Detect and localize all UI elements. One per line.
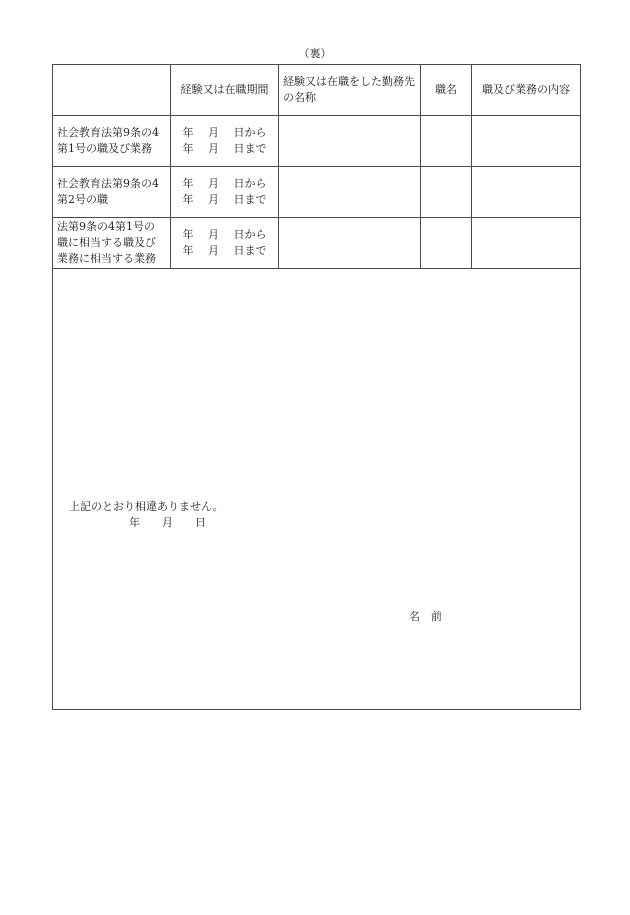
declaration-date[interactable]: 年 月 日 <box>129 516 206 529</box>
row-label-line: 第2号の職 <box>57 193 108 206</box>
declaration-name-label[interactable]: 名 前 <box>409 610 442 623</box>
header-position: 職名 <box>421 65 472 116</box>
employer-cell[interactable] <box>279 218 421 269</box>
position-cell[interactable] <box>421 167 472 218</box>
period-to: 年 月 日まで <box>182 193 267 206</box>
experience-table <box>52 64 581 710</box>
period-cell[interactable] <box>171 167 279 218</box>
period-from: 年 月 日から <box>182 126 267 139</box>
header-category <box>53 65 171 116</box>
period-to: 年 月 日まで <box>182 142 267 155</box>
row-label-line: 社会教育法第9条の4 <box>57 177 159 190</box>
period-cell[interactable] <box>171 116 279 167</box>
period-to: 年 月 日まで <box>182 244 267 257</box>
period-cell[interactable] <box>171 218 279 269</box>
position-cell[interactable] <box>421 218 472 269</box>
table-row <box>53 167 581 218</box>
table-row <box>53 218 581 269</box>
header-period: 経験又は在職期間 <box>171 65 279 116</box>
row-label <box>53 167 171 218</box>
row-label-line: 法第9条の4第1号の <box>57 220 155 233</box>
header-row <box>53 65 581 116</box>
header-employer: 経験又は在職をした勤務先の名称 <box>279 65 421 116</box>
declaration-row <box>53 269 581 710</box>
position-cell[interactable] <box>421 116 472 167</box>
duties-cell[interactable] <box>472 116 581 167</box>
declaration-statement: 上記のとおり相違ありません。 <box>69 500 224 513</box>
duties-cell[interactable] <box>472 218 581 269</box>
declaration-block <box>53 269 581 710</box>
row-label <box>53 116 171 167</box>
row-label <box>53 218 171 269</box>
row-label-line: 第1号の職及び業務 <box>57 142 152 155</box>
row-label-line: 職に相当する職及び <box>57 236 156 249</box>
row-label-line: 業務に相当する業務 <box>57 252 156 265</box>
row-label-line: 社会教育法第9条の4 <box>57 126 159 139</box>
period-from: 年 月 日から <box>182 228 267 241</box>
header-duties: 職及び業務の内容 <box>472 65 581 116</box>
duties-cell[interactable] <box>472 167 581 218</box>
employer-cell[interactable] <box>279 167 421 218</box>
employer-cell[interactable] <box>279 116 421 167</box>
period-from: 年 月 日から <box>182 177 267 190</box>
page-heading: （裏） <box>298 47 332 60</box>
table-row <box>53 116 581 167</box>
